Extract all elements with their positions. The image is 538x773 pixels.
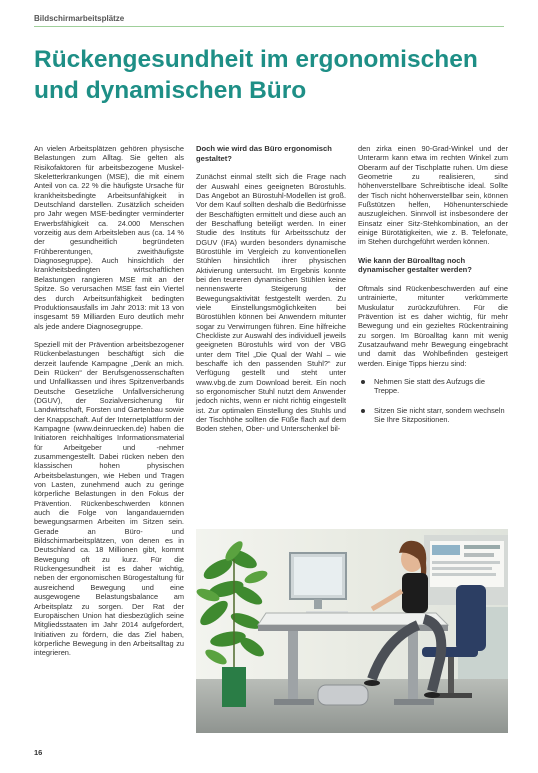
page-number: 16 xyxy=(34,748,43,757)
section-heading: Doch wie wird das Büro ergonomisch gestaltet? xyxy=(196,144,332,163)
column-1 xyxy=(34,144,184,667)
bullet-icon xyxy=(361,380,365,384)
office-photo xyxy=(196,529,508,733)
section-label: Bildschirmarbeitsplätze xyxy=(34,14,125,23)
paragraph: Oftmals sind Rückenbeschwerden auf eine untrainierte, mitunter verkümmerte Muskulatur zurückzuführen. Für die Prävention ist es daher wichtig, für mehr Bewegung und ein gezieltes Rückentraining zu sorgen. Im Büroalltag kann mit wenig Zusatzaufwand mehr Bewegung eingebracht und damit das Wohlbefinden gesteigert werden. Einige Tipps hierzu sind: xyxy=(358,283,508,368)
header-rule xyxy=(34,26,504,27)
list-item xyxy=(358,406,508,425)
woman-at-standing-desk-photo xyxy=(196,529,508,733)
paragraph: den zirka einen 90-Grad-Winkel und der Unterarm kann etwa im rechten Winkel zum Oberarm auf der Tischplatte ruhen. Um diese Geometrie zu realisieren, sind höhenverstellbare Schreibtische ideal. Sollte der Tisch nicht höhenverstellbar sein, können Fußstützen helfen, Höhenunterschiede auszugleichen. Sinnvoll ist insbesondere der Einsatz einer Sitz-Stehkombination, an der einige Bürotätigkeiten, wie z. B. Telefonate, im Stehen durchgeführt werden können. xyxy=(358,144,508,247)
column-3 xyxy=(358,144,508,434)
paragraph: Zunächst einmal stellt sich die Frage nach der Auswahl eines geeigneten Bürostuhls. Das Angebot an Bürostuhl-Modellen ist groß. Vor dem Kauf sollten deshalb die Bedürfnisse der Beschäftigten ermittelt und diese auch an der Beschaffung beteiligt werden. In einer Studie des Instituts für Arbeitsschutz der DGUV (IFA) wurden besonders dynamische Bürostühle im Vergleich zu konventionellen Stühlen hinsichtlich ihrer physischen Aktivierung untersucht. Im Ergebnis konnte bei den teureren dynamischen Stühlen keine nennenswerte Steigerung der Bewegungsaktivität festgestellt werden. Zu viele Einstellungsmöglichkeiten bei Bürostühlen können bei Anwendern mitunter sogar zu Verwirrungen führen. Eine hilfreiche Checkliste zur Auswahl des individuell jeweils geeigneten Bürostuhls wird von der VBG unter dem Titel „Die Qual der Wahl – wie beschaffe ich den passenden Stuhl?“ zur Verfügung gestellt und steht unter www.vbg.de zum Download bereit. Ein noch so ergonomischer Stuhl nutzt dem Anwender jedoch nichts, wenn er nicht richtig eingestellt ist. Zur optimalen Einstellung des Stuhls und der Tischhöhe sollten die Füße flach auf dem Boden stehen, Ober- und Unterschenkel bil- xyxy=(196,172,346,434)
paragraph: An vielen Arbeitsplätzen gehören physische Belastungen zum Alltag. Sie gelten als Risikofaktoren für arbeitsbezogene Muskel-Skeletterkrankungen (MSE), die mit einem Anteil von ca. 22 % die häufigste Ursache für krankheitsbedingte Arbeitsunfähigkeit in Deutschland darstellen. Zusätzlich scheiden pro Jahr wegen MSE-bedingter verminderter Erwerbsfähigkeit ca. 24.000 Menschen vorzeitig aus dem Arbeitsleben aus (ca. 14 % der gesundheitlich begründeten Frühberentungen, zweithäufigste Diagnosegruppe). Auch hinsichtlich der krankheitsbedingten wirtschaftlichen Belastungen rangieren MSE mit an der Spitze. So verursachen MSE fast ein Viertel des durch Arbeitsunfähigkeit bedingten Produktionsausfalls im Jahr 2013: mit 13 von insgesamt 59 Milliarden Euro deutlich mehr als jede andere Diagnosegruppe. xyxy=(34,144,184,331)
list-item xyxy=(358,377,508,396)
paragraph: Speziell mit der Prävention arbeitsbezogener Rückenbelastungen beschäftigt sich die derzeit laufende Kampagne „Denk an mich. Dein Rücken“ der Berufsgenossenschaften und Unfallkassen und ihres Spitzenverbands Deutsche Gesetzliche Unfallversicherung (DGUV), der Sozialversicherung für Landwirtschaft, Forsten und Gartenbau sowie der Knappschaft. Auf der Internetplattform der Kampagne (www.deinruecken.de) haben die Initiatoren reichhaltiges Informationsmaterial für Arbeitgeber und -nehmer zusammengestellt. Dabei rücken neben den klassischen hohen physischen Arbeitsbelastungen, wie Heben und Tragen von Lasten, zunehmend auch zu geringe körperliche Belastungen in den Fokus der Prävention. Rückenbeschwerden können auch die Folge von langandauernden bewegungsarmen Arbeiten im Sitzen sein. Gerade an Büro- und Bildschirmarbeitsplätzen, von denen es in Deutschland ca. 18 Millionen gibt, kommt Bewegung oft zu kurz. Für die Rückengesundheit ist es daher wichtig, neben der ergonomischen Bürogestaltung für ausreichend Bewegung und eine ausgewogene Belastungsbalance am Arbeitsplatz zu sorgen. Der Rat der Europäischen Union hat diesbezüglich seine Mitgliedsstaaten im Jahr 2014 aufgefordert, Initiativen zu fördern, die das Ziel haben, körperliche Bewegung in den Arbeitsalltag zu integrieren. xyxy=(34,339,184,658)
tip-text: Nehmen Sie statt des Aufzugs die Treppe. xyxy=(374,377,485,396)
tips-list xyxy=(358,377,508,424)
section-heading: Wie kann der Büroalltag noch dynamischer gestalter werden? xyxy=(358,255,472,275)
bullet-icon xyxy=(361,409,365,413)
page-title: Rückengesundheit im ergonomischen und dynamischen Büro xyxy=(34,46,478,104)
tip-text: Sitzen Sie nicht starr, sondem wechseln Sie Ihre Sitzpositionen. xyxy=(374,405,505,425)
column-2 xyxy=(196,144,346,443)
